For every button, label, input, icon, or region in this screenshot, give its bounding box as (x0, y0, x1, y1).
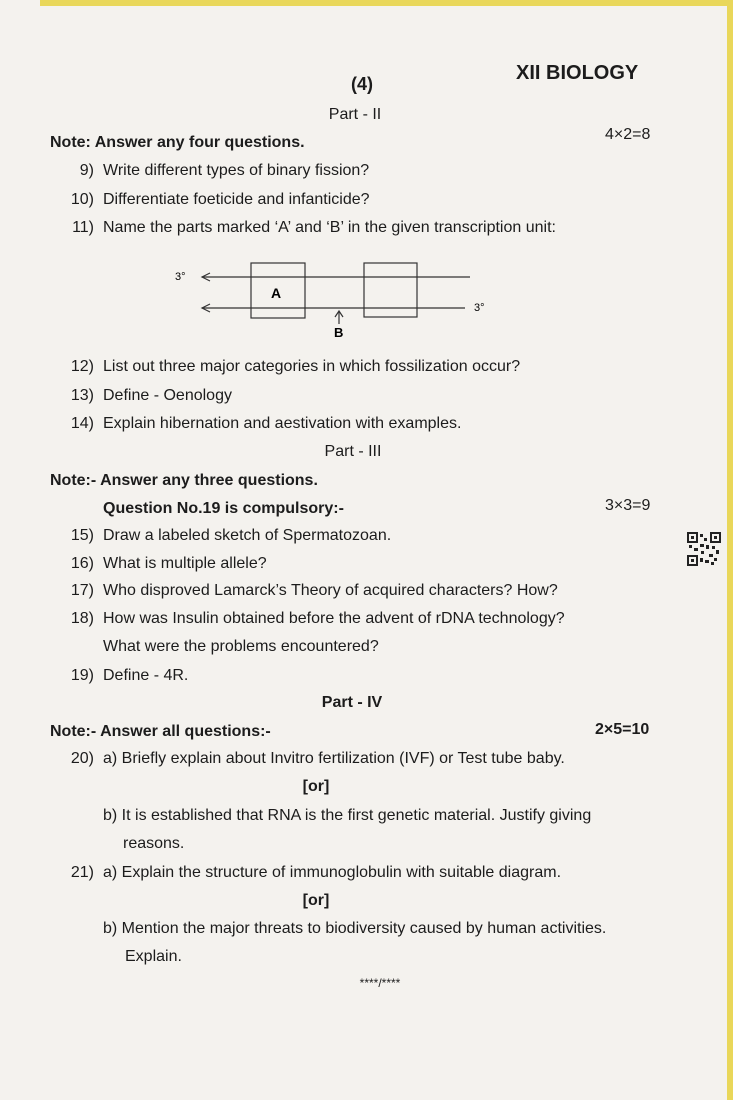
question-text: Differentiate foeticide and infanticide? (103, 191, 370, 208)
or-separator: [or] (302, 892, 330, 909)
question-number: 14) (70, 415, 94, 432)
question-number: 9) (79, 162, 94, 179)
label-3-prime-right: 3° (474, 302, 485, 314)
question-text: Draw a labeled sketch of Spermatozoan. (103, 527, 392, 544)
or-separator: [or] (302, 778, 330, 795)
part4-title: Part - IV (321, 694, 383, 711)
question-option-b: b) It is established that RNA is the first genetic material. Justify giving (103, 807, 592, 824)
qr-code (687, 532, 721, 566)
question-number: 11) (72, 219, 94, 236)
question-text: Who disproved Lamarck’s Theory of acquired characters? How? (103, 582, 558, 599)
transcription-unit-diagram (170, 258, 500, 338)
part4-note: Note:- Answer all questions:- (50, 723, 271, 740)
question-number: 21) (70, 864, 94, 881)
question-text: List out three major categories in which fossilization occur? (103, 358, 521, 375)
question-text: What is multiple allele? (103, 555, 267, 572)
question-number: 12) (70, 358, 94, 375)
question-option-a: a) Explain the structure of immunoglobulin with suitable diagram. (103, 864, 562, 881)
question-number: 13) (70, 387, 94, 404)
question-number: 15) (70, 527, 94, 544)
part3-compulsory-note: Question No.19 is compulsory:- (103, 500, 344, 517)
part4-marks: 2×5=10 (595, 721, 650, 738)
question-number: 20) (70, 750, 94, 767)
question-text: Name the parts marked ‘A’ and ‘B’ in the given transcription unit: (103, 219, 556, 236)
transcription-unit-svg (170, 258, 500, 338)
question-number: 10) (70, 191, 94, 208)
part2-marks: 4×2=8 (605, 126, 651, 143)
subject-title: XII BIOLOGY (516, 62, 639, 84)
part3-note: Note:- Answer any three questions. (50, 472, 318, 489)
question-text: Define - 4R. (103, 667, 189, 684)
question-number: 16) (70, 555, 94, 572)
qr-code-icon (687, 532, 721, 566)
part3-marks: 3×3=9 (605, 497, 651, 514)
question-option-a: a) Briefly explain about Invitro fertilization (IVF) or Test tube baby. (103, 750, 565, 767)
label-b: B (334, 325, 344, 338)
question-option-b-continued: reasons. (123, 835, 185, 852)
label-a: A (271, 285, 282, 301)
end-mark: ****/**** (359, 976, 401, 990)
label-3-prime-left: 3° (175, 271, 186, 283)
question-number: 19) (70, 667, 94, 684)
question-text: How was Insulin obtained before the advent of rDNA technology? (103, 610, 565, 627)
question-text: Write different types of binary fission? (103, 162, 370, 179)
part2-note: Note: Answer any four questions. (50, 134, 305, 151)
question-text: Define - Oenology (103, 387, 232, 404)
question-number: 18) (70, 610, 94, 627)
part2-title: Part - II (328, 106, 382, 123)
paper-edge-top (40, 0, 733, 6)
question-text: Explain hibernation and aestivation with examples. (103, 415, 462, 432)
page-number: (4) (351, 74, 373, 94)
question-option-b: b) Mention the major threats to biodiversity caused by human activities. (103, 920, 607, 937)
question-text-continued: What were the problems encountered? (103, 638, 379, 655)
paper-edge-right (727, 0, 733, 1100)
box-right (364, 263, 417, 317)
question-number: 17) (70, 582, 94, 599)
part3-title: Part - III (324, 443, 382, 460)
question-option-b-continued: Explain. (125, 948, 182, 965)
